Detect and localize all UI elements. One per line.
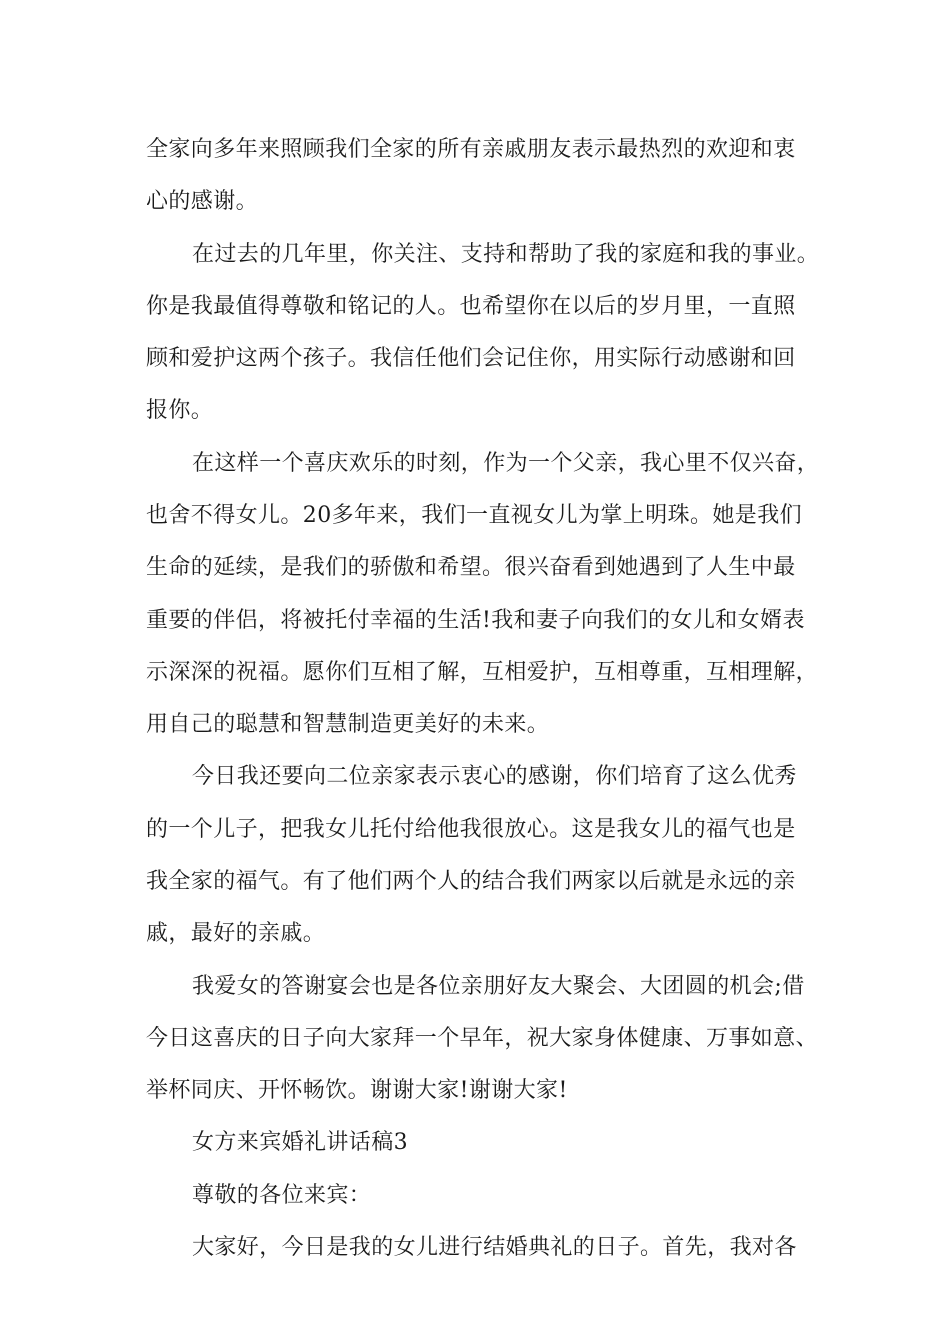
text-line: 生命的延续，是我们的骄傲和希望。很兴奋看到她遇到了人生中最 [146, 555, 796, 580]
text-line: 全家向多年来照顾我们全家的所有亲戚朋友表示最热烈的欢迎和衷 [146, 137, 796, 162]
paragraph-start: 在过去的几年里，你关注、支持和帮助了我的家庭和我的事业。 [192, 242, 820, 267]
salutation: 尊敬的各位来宾： [192, 1183, 372, 1208]
text-line: 戚，最好的亲戚。 [146, 921, 326, 946]
text-line: 也舍不得女儿。20多年来，我们一直视女儿为掌上明珠。她是我们 [146, 503, 802, 528]
paragraph-start: 在这样一个喜庆欢乐的时刻，作为一个父亲，我心里不仅兴奋， [192, 451, 820, 476]
text-line: 我全家的福气。有了他们两个人的结合我们两家以后就是永远的亲 [146, 869, 796, 894]
text-line: 报你。 [146, 398, 214, 423]
section-heading: 女方来宾婚礼讲话稿3 [192, 1130, 408, 1155]
text-line: 心的感谢。 [146, 189, 259, 214]
paragraph-start: 大家好，今日是我的女儿进行结婚典礼的日子。首先，我对各 [192, 1235, 797, 1260]
text-line: 的一个儿子，把我女儿托付给他我很放心。这是我女儿的福气也是 [146, 817, 796, 842]
text-line: 示深深的祝福。愿你们互相了解，互相爱护，互相尊重，互相理解， [146, 660, 819, 685]
paragraph-start: 今日我还要向二位亲家表示衷心的感谢，你们培育了这么优秀 [192, 764, 797, 789]
text-line: 顾和爱护这两个孩子。我信任他们会记住你，用实际行动感谢和回 [146, 346, 796, 371]
text-line: 重要的伴侣，将被托付幸福的生活!我和妻子向我们的女儿和女婿表 [146, 608, 805, 633]
text-line: 举杯同庆、开怀畅饮。谢谢大家!谢谢大家! [146, 1078, 568, 1103]
text-line: 用自己的聪慧和智慧制造更美好的未来。 [146, 712, 550, 737]
paragraph-start: 我爱女的答谢宴会也是各位亲朋好友大聚会、大团圆的机会;借 [192, 974, 805, 999]
text-line: 今日这喜庆的日子向大家拜一个早年，祝大家身体健康、万事如意、 [146, 1026, 819, 1051]
text-line: 你是我最值得尊敬和铭记的人。也希望你在以后的岁月里，一直照 [146, 294, 796, 319]
